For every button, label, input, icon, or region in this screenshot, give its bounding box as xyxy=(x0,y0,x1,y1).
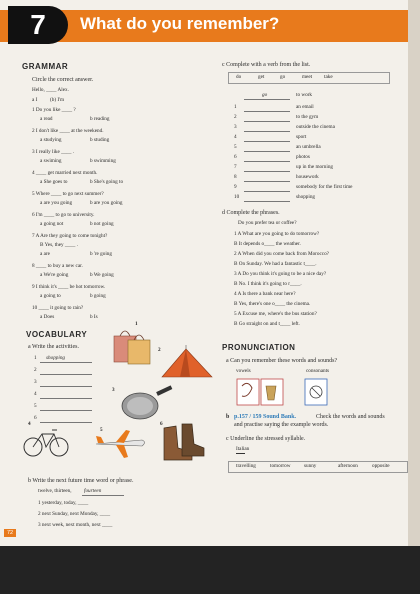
vocabulary-b-example-prefix: twelve, thirteen, xyxy=(38,488,72,494)
section-d-line: 3 A Do you think it's going to be a nice day? xyxy=(234,271,327,277)
grammar-question: 10 ____ it going to rain? xyxy=(32,305,84,311)
section-c-phrase: shopping xyxy=(296,194,316,200)
consonants-label: consonants xyxy=(306,368,330,374)
section-c-number: 5 xyxy=(234,144,237,150)
section-c-number: 9 xyxy=(234,184,237,190)
section-c-phrase: an email xyxy=(296,104,314,110)
stress-word: tomorrow xyxy=(270,463,291,469)
section-d-line: B Yes, there's one o____ the cinema. xyxy=(234,301,311,307)
vocab-line-number: 5 xyxy=(34,403,37,409)
vocab-picture-number-2: 2 xyxy=(158,347,161,353)
grammar-option-b: b Is xyxy=(90,314,98,320)
grammar-option-b: b She's going to xyxy=(90,179,124,185)
vocab-answer-line xyxy=(40,398,92,399)
section-c-phrase: to the gym xyxy=(296,114,319,120)
pronunciation-a-instruction: a Can you remember these words and sounds? xyxy=(226,358,338,364)
shopping-bags-picture xyxy=(110,322,154,368)
section-c-number: 6 xyxy=(234,154,237,160)
section-d-line: B On Sunday. We had a fantastic t____. xyxy=(234,261,317,267)
grammar-option-a: a studying xyxy=(40,137,62,143)
pronunciation-b-text-2: and practise saying the example words. xyxy=(234,422,329,428)
section-d-line: 5 A Excuse me, where's the bus station? xyxy=(234,311,317,317)
vocab-picture-number-1: 1 xyxy=(135,321,138,327)
section-c-answer-line xyxy=(244,111,290,112)
section-c-answer-line xyxy=(244,141,290,142)
section-c-phrase: photos xyxy=(296,154,310,160)
grammar-option-a: a swiming xyxy=(40,158,62,164)
grammar-option-a: a Does xyxy=(40,314,55,320)
grammar-option-b: b studing xyxy=(90,137,110,143)
grammar-question: 1 Do you like ____ ? xyxy=(32,107,76,113)
section-d-line: 4 A Is there a bank near here? xyxy=(234,291,296,297)
grammar-option-a: a going not xyxy=(40,221,64,227)
grammar-option-b: b not going xyxy=(90,221,114,227)
consonant-sound-picture xyxy=(304,378,330,408)
section-c-answer-line xyxy=(244,121,290,122)
sound-bank-link[interactable]: p.157 / 159 Sound Bank. xyxy=(234,414,297,420)
vocab-line-number: 4 xyxy=(34,391,37,397)
vocab-picture-number-3: 3 xyxy=(112,387,115,393)
grammar-question: 4 ____ get married next month. xyxy=(32,170,98,176)
grammar-option-b: b are you going xyxy=(90,200,123,206)
section-d-line: B Go straight on and t____ left. xyxy=(234,321,300,327)
grammar-question: 2 I don't like ____ at the weekend. xyxy=(32,128,104,134)
verb-option: get xyxy=(258,74,265,80)
section-c-number: 4 xyxy=(234,134,237,140)
section-c-phrase: outside the cinema xyxy=(296,124,335,130)
vocab-example-answer: shopping xyxy=(46,355,66,361)
section-d-line: 2 A When did you come back from Morocco? xyxy=(234,251,329,257)
section-c-answer-line xyxy=(244,191,290,192)
grammar-example-option-a: a I xyxy=(32,97,38,103)
vocab-answer-line xyxy=(40,362,92,363)
grammar-option-a: a She goes to xyxy=(40,179,68,185)
section-c-number: 2 xyxy=(234,114,237,120)
section-c-answer-line xyxy=(244,151,290,152)
stress-word: travelling xyxy=(236,463,256,469)
vocab-picture-number-5: 5 xyxy=(100,427,103,433)
grammar-option-a: a We're going xyxy=(40,272,69,278)
section-c-example-line xyxy=(244,99,290,100)
grammar-question-reply: B Yes, they ____ . xyxy=(40,242,78,248)
grammar-question: 7 A Are they going to come tonight? xyxy=(32,233,108,239)
section-c-number: 3 xyxy=(234,124,237,130)
section-c-example-verb: go xyxy=(262,92,268,98)
vocab-answer-line xyxy=(40,386,92,387)
vocab-line-number: 2 xyxy=(34,367,37,373)
grammar-example-option-b: (b) I'm xyxy=(50,97,65,103)
vocab-picture-number-4: 4 xyxy=(28,421,31,427)
grammar-question: 6 I'm ____ to go to university. xyxy=(32,212,95,218)
grammar-question: 9 I think it's ____ be hot tomorrow. xyxy=(32,284,106,290)
section-c-answer-line xyxy=(244,201,290,202)
vocab-answer-line xyxy=(40,374,92,375)
section-c-number: 7 xyxy=(234,164,237,170)
vowel-sound-pictures xyxy=(236,378,284,408)
vocabulary-a-instruction: a Write the activities. xyxy=(28,344,79,350)
section-c-example-phrase: to work xyxy=(296,92,312,98)
grammar-option-a: a read xyxy=(40,116,53,122)
pronunciation-c-instruction: c Underline the stressed syllable. xyxy=(226,436,306,442)
section-c-number: 1 xyxy=(234,104,237,110)
next-page-edge xyxy=(408,0,420,546)
tent-picture xyxy=(158,345,216,381)
section-d-line: 1 A What are you going to do tomorrow? xyxy=(234,231,320,237)
verb-option: go xyxy=(280,74,286,80)
vocabulary-b-example-answer: fourteen xyxy=(84,488,102,494)
vocabulary-b-instruction: b Write the next future time word or phrase. xyxy=(28,478,134,484)
section-c-phrase: up in the morning xyxy=(296,164,334,170)
vocab-line-number: 6 xyxy=(34,415,37,421)
verb-option: meet xyxy=(302,74,313,80)
grammar-option-b: b swimming xyxy=(90,158,116,164)
vocab-line-number: 1 xyxy=(34,355,37,361)
pronunciation-c-example: Italian xyxy=(236,446,250,452)
grammar-instruction: Circle the correct answer. xyxy=(32,77,94,83)
section-c-number: 10 xyxy=(234,194,240,200)
section-d-line: B It depends o____ the weather. xyxy=(234,241,301,247)
vocab-line-number: 3 xyxy=(34,379,37,385)
stress-word: sunny xyxy=(304,463,317,469)
grammar-option-b: b We going xyxy=(90,272,114,278)
grammar-example-question: Hello, ____ Alex. xyxy=(32,87,69,93)
pronunciation-b-label: b xyxy=(226,414,230,420)
grammar-option-b: b 're going xyxy=(90,251,112,257)
section-c-phrase: housework xyxy=(296,174,319,180)
section-c-answer-line xyxy=(244,161,290,162)
grammar-option-a: a are xyxy=(40,251,50,257)
vocab-answer-line xyxy=(40,422,92,423)
section-c-instruction: c Complete with a verb from the list. xyxy=(222,62,311,68)
section-c-number: 8 xyxy=(234,174,237,180)
vocab-b-item: 3 next week, next month, next ____ xyxy=(38,522,113,528)
vocab-b-item: 1 yesterday, today, ____ xyxy=(38,500,89,506)
stress-word: afternoon xyxy=(338,463,358,469)
grammar-question: 3 I really like ____ . xyxy=(32,149,75,155)
grammar-option-b: b reading xyxy=(90,116,110,122)
grammar-heading: GRAMMAR xyxy=(22,62,69,71)
vocab-b-item: 2 next Sunday, next Monday, ____ xyxy=(38,511,111,517)
section-c-answer-line xyxy=(244,131,290,132)
page-number: 72 xyxy=(4,529,16,537)
unit-number-badge: 7 xyxy=(8,6,68,44)
vocab-picture-number-6: 6 xyxy=(160,421,163,427)
grammar-option-a: a are you going xyxy=(40,200,73,206)
grammar-question: 8 ____ to buy a new car. xyxy=(32,263,83,269)
grammar-question: 5 Where ____ to go next summer? xyxy=(32,191,104,197)
pronunciation-c-example-underline xyxy=(236,453,245,454)
section-d-example: Do you prefer tea or coffee? xyxy=(238,220,297,226)
section-d-instruction: d Complete the phrases. xyxy=(222,210,280,216)
section-c-phrase: an umbrella xyxy=(296,144,321,150)
verb-option: do xyxy=(236,74,242,80)
hiking-boots-picture xyxy=(158,420,206,464)
section-c-answer-line xyxy=(244,181,290,182)
unit-title: What do you remember? xyxy=(80,14,280,33)
stress-word: opposite xyxy=(372,463,390,469)
section-d-line: B No. I think it's going to r____. xyxy=(234,281,302,287)
section-c-answer-line xyxy=(244,171,290,172)
scan-shadow xyxy=(0,546,420,594)
pronunciation-heading: PRONUNCIATION xyxy=(222,343,296,352)
grammar-option-b: b going xyxy=(90,293,106,299)
grammar-option-a: a going to xyxy=(40,293,61,299)
verb-option: take xyxy=(324,74,333,80)
section-c-phrase: somebody for the first time xyxy=(296,184,353,190)
vocabulary-b-example-line xyxy=(82,495,124,496)
vocabulary-heading: VOCABULARY xyxy=(26,330,88,339)
section-c-phrase: sport xyxy=(296,134,307,140)
vowels-label: vowels xyxy=(236,368,251,374)
frying-pan-picture xyxy=(118,384,174,424)
pronunciation-b-text-1: Check the words and sounds xyxy=(316,414,385,420)
vocab-answer-line xyxy=(40,410,92,411)
